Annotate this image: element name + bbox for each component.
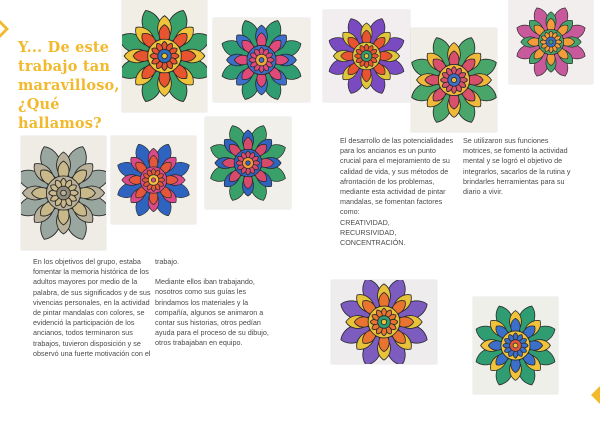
mandala-photo-6 [21, 136, 106, 250]
mandala-photo-8 [205, 117, 291, 209]
paragraph-development [340, 136, 458, 248]
paragraph-motor-functions: Se utilizaron sus funciones motrices, se fomentó la actividad mental y se logró el objetivo de integrarlos, sacarlos de la rutina y brindarles herramientas para su diario a vivir. [463, 136, 571, 197]
paragraph-work-end: trabajo. [155, 257, 179, 266]
mandala-photo-5 [509, 0, 593, 84]
mandala-photo-2 [213, 18, 310, 102]
mandala-photo-9 [331, 280, 437, 364]
paragraph-guidance: Mediante ellos iban trabajando, nosotros como sus guías les brindamos los materiales y la compañía, algunos se animaron a contar sus historias, otros pedían ayuda para el proceso de su dibujo, otros trabajaban en equipo. [155, 277, 269, 348]
mandala-photo-1 [122, 0, 207, 112]
mandala-photo-7 [111, 136, 196, 224]
mandala-photo-4 [411, 28, 497, 132]
factors-list: CREATIVIDAD, RECURSIVIDAD, CONCENTRACIÓN. [340, 217, 406, 248]
page-nav-right-marker [591, 386, 600, 404]
mandala-photo-3 [323, 10, 410, 102]
paragraph-work-continued [155, 257, 270, 349]
paragraph-development-text: El desarrollo de las potencialidades para los ancianos es un punto crucial para el mejoramiento de su calidad de vida, y sus métodos de afrontación de los problemas, mediante esta actividad de pintar mandalas, se fomentan factores como: [340, 136, 454, 217]
page-title: Y... De este trabajo tan maravilloso, ¿Qué hallamos? [18, 39, 120, 132]
page-nav-left-marker-inner [0, 24, 5, 34]
paragraph-objectives: En los objetivos del grupo, estaba fomentar la memoria histórica de los adultos mayores por medio de la palabra, de sus significados y de sus vivencias personales, en la actividad de pintar mandalas con colores, se evidenció la participación de los ancianos, todos terminaron sus trabajos, tuvieron disposición y se observó una fuerte motivación con el [33, 257, 151, 358]
mandala-photo-10 [473, 297, 558, 394]
